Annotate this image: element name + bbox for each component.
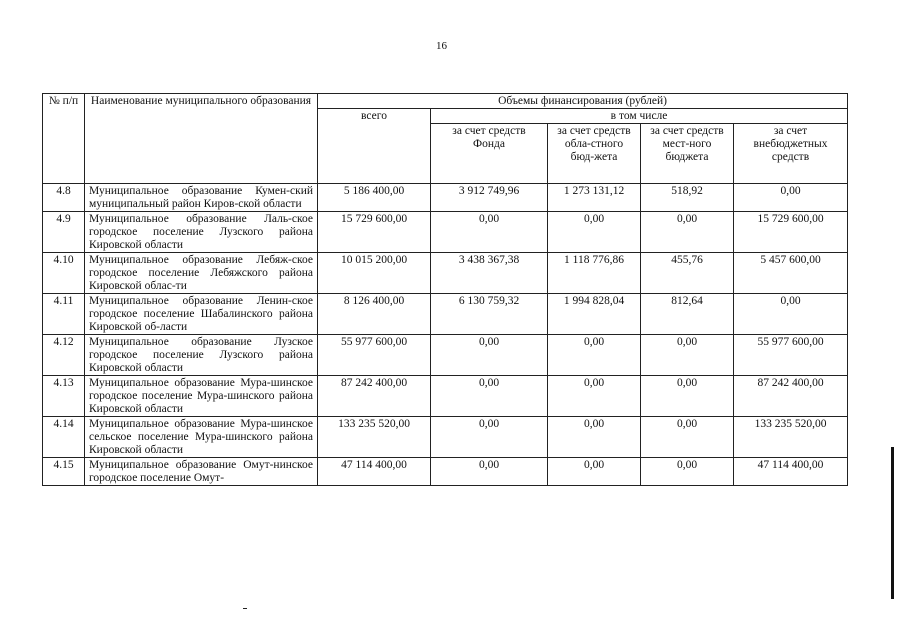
header-name: Наименование муниципального образования: [85, 94, 318, 184]
row-fund: 6 130 759,32: [431, 294, 548, 335]
row-regional: 0,00: [548, 417, 641, 458]
row-extra: 0,00: [734, 294, 848, 335]
row-local: 455,76: [641, 253, 734, 294]
table-row: [43, 376, 848, 417]
row-total: 87 242 400,00: [318, 376, 431, 417]
header-total: всего: [318, 109, 431, 184]
header-extra: за счет внебюджетных средств: [734, 124, 848, 184]
row-extra: 0,00: [734, 184, 848, 212]
row-regional: 0,00: [548, 376, 641, 417]
row-local: 518,92: [641, 184, 734, 212]
row-local: 0,00: [641, 458, 734, 486]
row-total: 133 235 520,00: [318, 417, 431, 458]
header-local: за счет средств мест-ного бюджета: [641, 124, 734, 184]
row-num: 4.15: [43, 458, 85, 486]
row-name: Муниципальное образование Лаль-ское городское поселение Лузского района Кировской области: [85, 212, 318, 253]
table-row: [43, 335, 848, 376]
row-local: 0,00: [641, 212, 734, 253]
table-row: [43, 294, 848, 335]
row-regional: 0,00: [548, 458, 641, 486]
row-fund: 3 438 367,38: [431, 253, 548, 294]
row-local: 0,00: [641, 417, 734, 458]
row-fund: 0,00: [431, 212, 548, 253]
row-fund: 0,00: [431, 335, 548, 376]
row-num: 4.9: [43, 212, 85, 253]
table-row: [43, 253, 848, 294]
row-name: Муниципальное образование Лузское городское поселение Лузского района Кировской области: [85, 335, 318, 376]
table-row: [43, 458, 848, 486]
row-total: 55 977 600,00: [318, 335, 431, 376]
row-name: Муниципальное образование Ленин-ское городское поселение Шабалинского района Кировской об-ласти: [85, 294, 318, 335]
row-name: Муниципальное образование Мура-шинское сельское поселение Мура-шинского района Кировской области: [85, 417, 318, 458]
row-local: 812,64: [641, 294, 734, 335]
row-regional: 1 273 131,12: [548, 184, 641, 212]
row-name: Муниципальное образование Кумен-ский муниципальный район Киров-ской области: [85, 184, 318, 212]
row-name: Муниципальное образование Мура-шинское городское поселение Мура-шинского района Кировской области: [85, 376, 318, 417]
row-num: 4.13: [43, 376, 85, 417]
header-fund: за счет средств Фонда: [431, 124, 548, 184]
row-total: 47 114 400,00: [318, 458, 431, 486]
row-num: 4.14: [43, 417, 85, 458]
row-regional: 1 994 828,04: [548, 294, 641, 335]
financing-table: [42, 93, 848, 486]
page-number: 16: [436, 40, 447, 52]
row-total: 15 729 600,00: [318, 212, 431, 253]
row-num: 4.11: [43, 294, 85, 335]
row-local: 0,00: [641, 376, 734, 417]
row-extra: 133 235 520,00: [734, 417, 848, 458]
row-regional: 0,00: [548, 212, 641, 253]
row-regional: 1 118 776,86: [548, 253, 641, 294]
row-fund: 0,00: [431, 458, 548, 486]
row-num: 4.12: [43, 335, 85, 376]
row-extra: 15 729 600,00: [734, 212, 848, 253]
scan-edge-line: [891, 447, 894, 599]
row-local: 0,00: [641, 335, 734, 376]
row-fund: 0,00: [431, 417, 548, 458]
row-total: 8 126 400,00: [318, 294, 431, 335]
row-fund: 3 912 749,96: [431, 184, 548, 212]
row-extra: 5 457 600,00: [734, 253, 848, 294]
header-funding: Объемы финансирования (рублей): [318, 94, 848, 109]
row-total: 5 186 400,00: [318, 184, 431, 212]
row-num: 4.8: [43, 184, 85, 212]
row-fund: 0,00: [431, 376, 548, 417]
table-row: [43, 184, 848, 212]
row-name: Муниципальное образование Лебяж-ское городское поселение Лебяжского района Кировской облас-ти: [85, 253, 318, 294]
row-name: Муниципальное образование Омут-нинское городское поселение Омут-: [85, 458, 318, 486]
table-row: [43, 417, 848, 458]
header-regional: за счет средств обла-стного бюд-жета: [548, 124, 641, 184]
header-num: № п/п: [43, 94, 85, 184]
table-row: [43, 212, 848, 253]
header-including: в том числе: [431, 109, 848, 124]
row-extra: 87 242 400,00: [734, 376, 848, 417]
row-regional: 0,00: [548, 335, 641, 376]
scan-speck: [243, 608, 247, 609]
row-extra: 55 977 600,00: [734, 335, 848, 376]
row-total: 10 015 200,00: [318, 253, 431, 294]
row-num: 4.10: [43, 253, 85, 294]
row-extra: 47 114 400,00: [734, 458, 848, 486]
